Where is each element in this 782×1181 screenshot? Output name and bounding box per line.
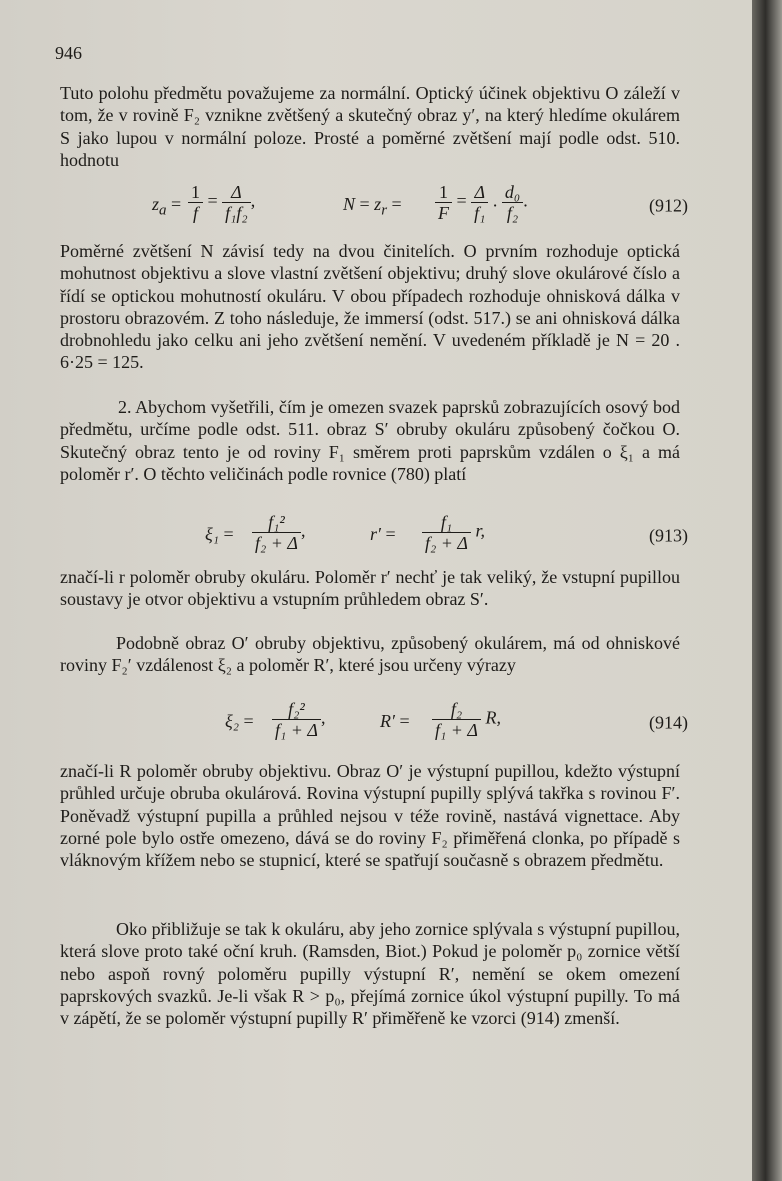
equation-914: ξ₂ = $\frac{\text{f₂²}}{\text{f₁ + Δ}}$ , R′ = $\frac{\text{f₂}}{\text{f₁ + Δ}}$ R, (914) <box>225 699 688 740</box>
equation-number-913: (913) <box>649 525 688 546</box>
eq912-frac2-denominator: f₁f₂ <box>225 203 248 223</box>
eq912-frac3-numerator: 1 <box>435 182 452 203</box>
equation-number-914: (914) <box>649 712 688 733</box>
eq913-fraction-2 <box>422 512 471 553</box>
book-spine-shadow <box>752 0 782 1181</box>
eq912-frac3-denominator: F <box>438 203 449 223</box>
eq913-r-symbol: r′ <box>370 524 381 544</box>
eq914-fraction-1 <box>272 699 321 740</box>
eq914-frac1-denominator: f₁ + Δ <box>275 720 318 740</box>
paragraph-7: Oko přibližuje se tak k okuláru, aby jeho zornice splývala s výstupní pupillou, která slove proto také oční kruh. (Ramsden, Biot.) Pokud je poloměr p₀ zornice větší nebo aspoň rovný poloměru pupilly výstupní R′, nemění se okem omezení paprskových svazků. Je-li však R > p₀, přejímá zornice úkol výstupní pupilly. To má v zápětí, že se poloměr výstupní pupilly R′ přiměřeně ke vzorci (914) zmenší. <box>60 919 680 1029</box>
paragraph-4: značí-li r poloměr obruby okuláru. Poloměr r′ nechť je tak veliký, že vstupní pupillou soustavy je otvor objektivu a vstupním průhledem obraz S′. <box>60 567 680 610</box>
eq912-za-symbol: z <box>152 194 160 214</box>
eq912-frac5-numerator: d₀ <box>502 182 523 203</box>
eq913-xi-symbol: ξ₁ <box>205 524 219 544</box>
eq912-fraction-1 <box>188 182 203 223</box>
eq913-r-tail: r, <box>475 520 485 541</box>
eq912-frac1-numerator: 1 <box>188 182 203 203</box>
paragraph-6: značí-li R poloměr obruby objektivu. Obraz O′ je výstupní pupillou, kdežto výstupní průhled určuje obruba okulárová. Rovina výstupní pupilly splývá takřka s rovinou F′. Poněvadž výstupní pupilla a průhled nejsou v téže rovině, nastává vignettace. Aby zorné pole bylo ostře omezeno, dává se do roviny F₂ přiměřená clonka, po případě s vláknovým křížem nebo se stupnicí, které se spatřují současně s obrazem předmětu. <box>60 761 680 871</box>
eq912-frac2-numerator: Δ <box>222 182 251 203</box>
equation-913: ξ₁ = $\frac{\text{f₁²}}{\text{f₂ + Δ}}$ , r′ = $\frac{\text{f₁}}{\text{f₂ + Δ}}$ r, (913) <box>205 512 688 553</box>
equation-number-912: (912) <box>649 195 688 216</box>
eq912-zr-subscript: r <box>381 202 388 219</box>
eq913-frac1-denominator: f₂ + Δ <box>255 533 298 553</box>
eq912-frac4-denominator: f₁ <box>474 203 486 223</box>
eq912-za-subscript: a <box>159 202 167 219</box>
eq914-xi-symbol: ξ₂ <box>225 711 239 731</box>
paragraph-5: Podobně obraz O′ obruby objektivu, způsobený okulárem, má od ohniskové roviny F₂′ vzdálenost ξ₂ a poloměr R′, které jsou určeny výrazy <box>60 633 680 676</box>
eq912-fraction-4 <box>471 182 488 223</box>
eq914-R-symbol: R′ <box>380 711 395 731</box>
eq912-fraction-2 <box>222 182 251 223</box>
eq913-fraction-1 <box>252 512 301 553</box>
eq913-frac2-numerator: f₁ <box>422 512 471 533</box>
eq913-frac2-denominator: f₂ + Δ <box>425 533 468 553</box>
eq914-frac2-denominator: f₁ + Δ <box>435 720 478 740</box>
equation-912: $z_a$ = $\frac{1}{f}$ = $\frac{\Delta}{\text{f₁f₂}}$ , $N = z_r$ = $\frac{1}{F}$ = $\frac{\Delta}{\text{f₁}}$ . $\frac{\text{d₀}}{\text{f₂}}$ . (912) <box>152 182 688 223</box>
eq914-frac1-numerator: f₂² <box>272 699 321 720</box>
eq912-fraction-5 <box>502 182 523 223</box>
eq912-fraction-3 <box>435 182 452 223</box>
paragraph-1: Tuto polohu předmětu považujeme za normální. Optický účinek objektivu O záleží v tom, že v rovině F₂ vznikne zvětšený a skutečný obraz y′, na který hledíme okulárem S jako lupou v normální poloze. Prosté a poměrné zvětšení mají podle odst. 510. hodnotu <box>60 83 680 170</box>
page-number: 946 <box>55 43 82 63</box>
eq912-N-symbol: N <box>343 194 356 214</box>
eq912-zr-symbol: z <box>374 194 382 214</box>
eq912-frac1-denominator: f <box>192 203 198 223</box>
eq914-R-tail: R, <box>485 707 501 728</box>
eq914-fraction-2 <box>432 699 481 740</box>
eq912-frac4-numerator: Δ <box>471 182 488 203</box>
eq913-frac1-numerator: f₁² <box>252 512 301 533</box>
paragraph-2: Poměrné zvětšení N závisí tedy na dvou činitelích. O prvním rozhoduje optická mohutnost objektivu a slove vlastní zvětšení objektivu; druhý slove okulárové číslo a řídí se optickou mohutností okuláru. V obou případech rozhoduje ohnisková dálka v prostoru obrazovém. Z toho následuje, že immersí (odst. 517.) se ani ohnisková dálka drobnohledu jako celku ani jeho zvětšení nemění. V uvedeném příkladě je N = 20 . 6·25 = 125. <box>60 241 680 373</box>
paragraph-3: 2. Abychom vyšetřili, čím je omezen svazek paprsků zobrazujících osový bod předmětu, určíme podle odst. 511. obraz S′ obruby okuláru způsobený čočkou O. Skutečný obraz tento je od roviny F₁ směrem proti paprskům vzdálen o ξ₁ a má poloměr r′. O těchto veličinách podle rovnice (780) platí <box>60 397 680 484</box>
eq914-frac2-numerator: f₂ <box>432 699 481 720</box>
eq912-frac5-denominator: f₂ <box>506 203 519 223</box>
